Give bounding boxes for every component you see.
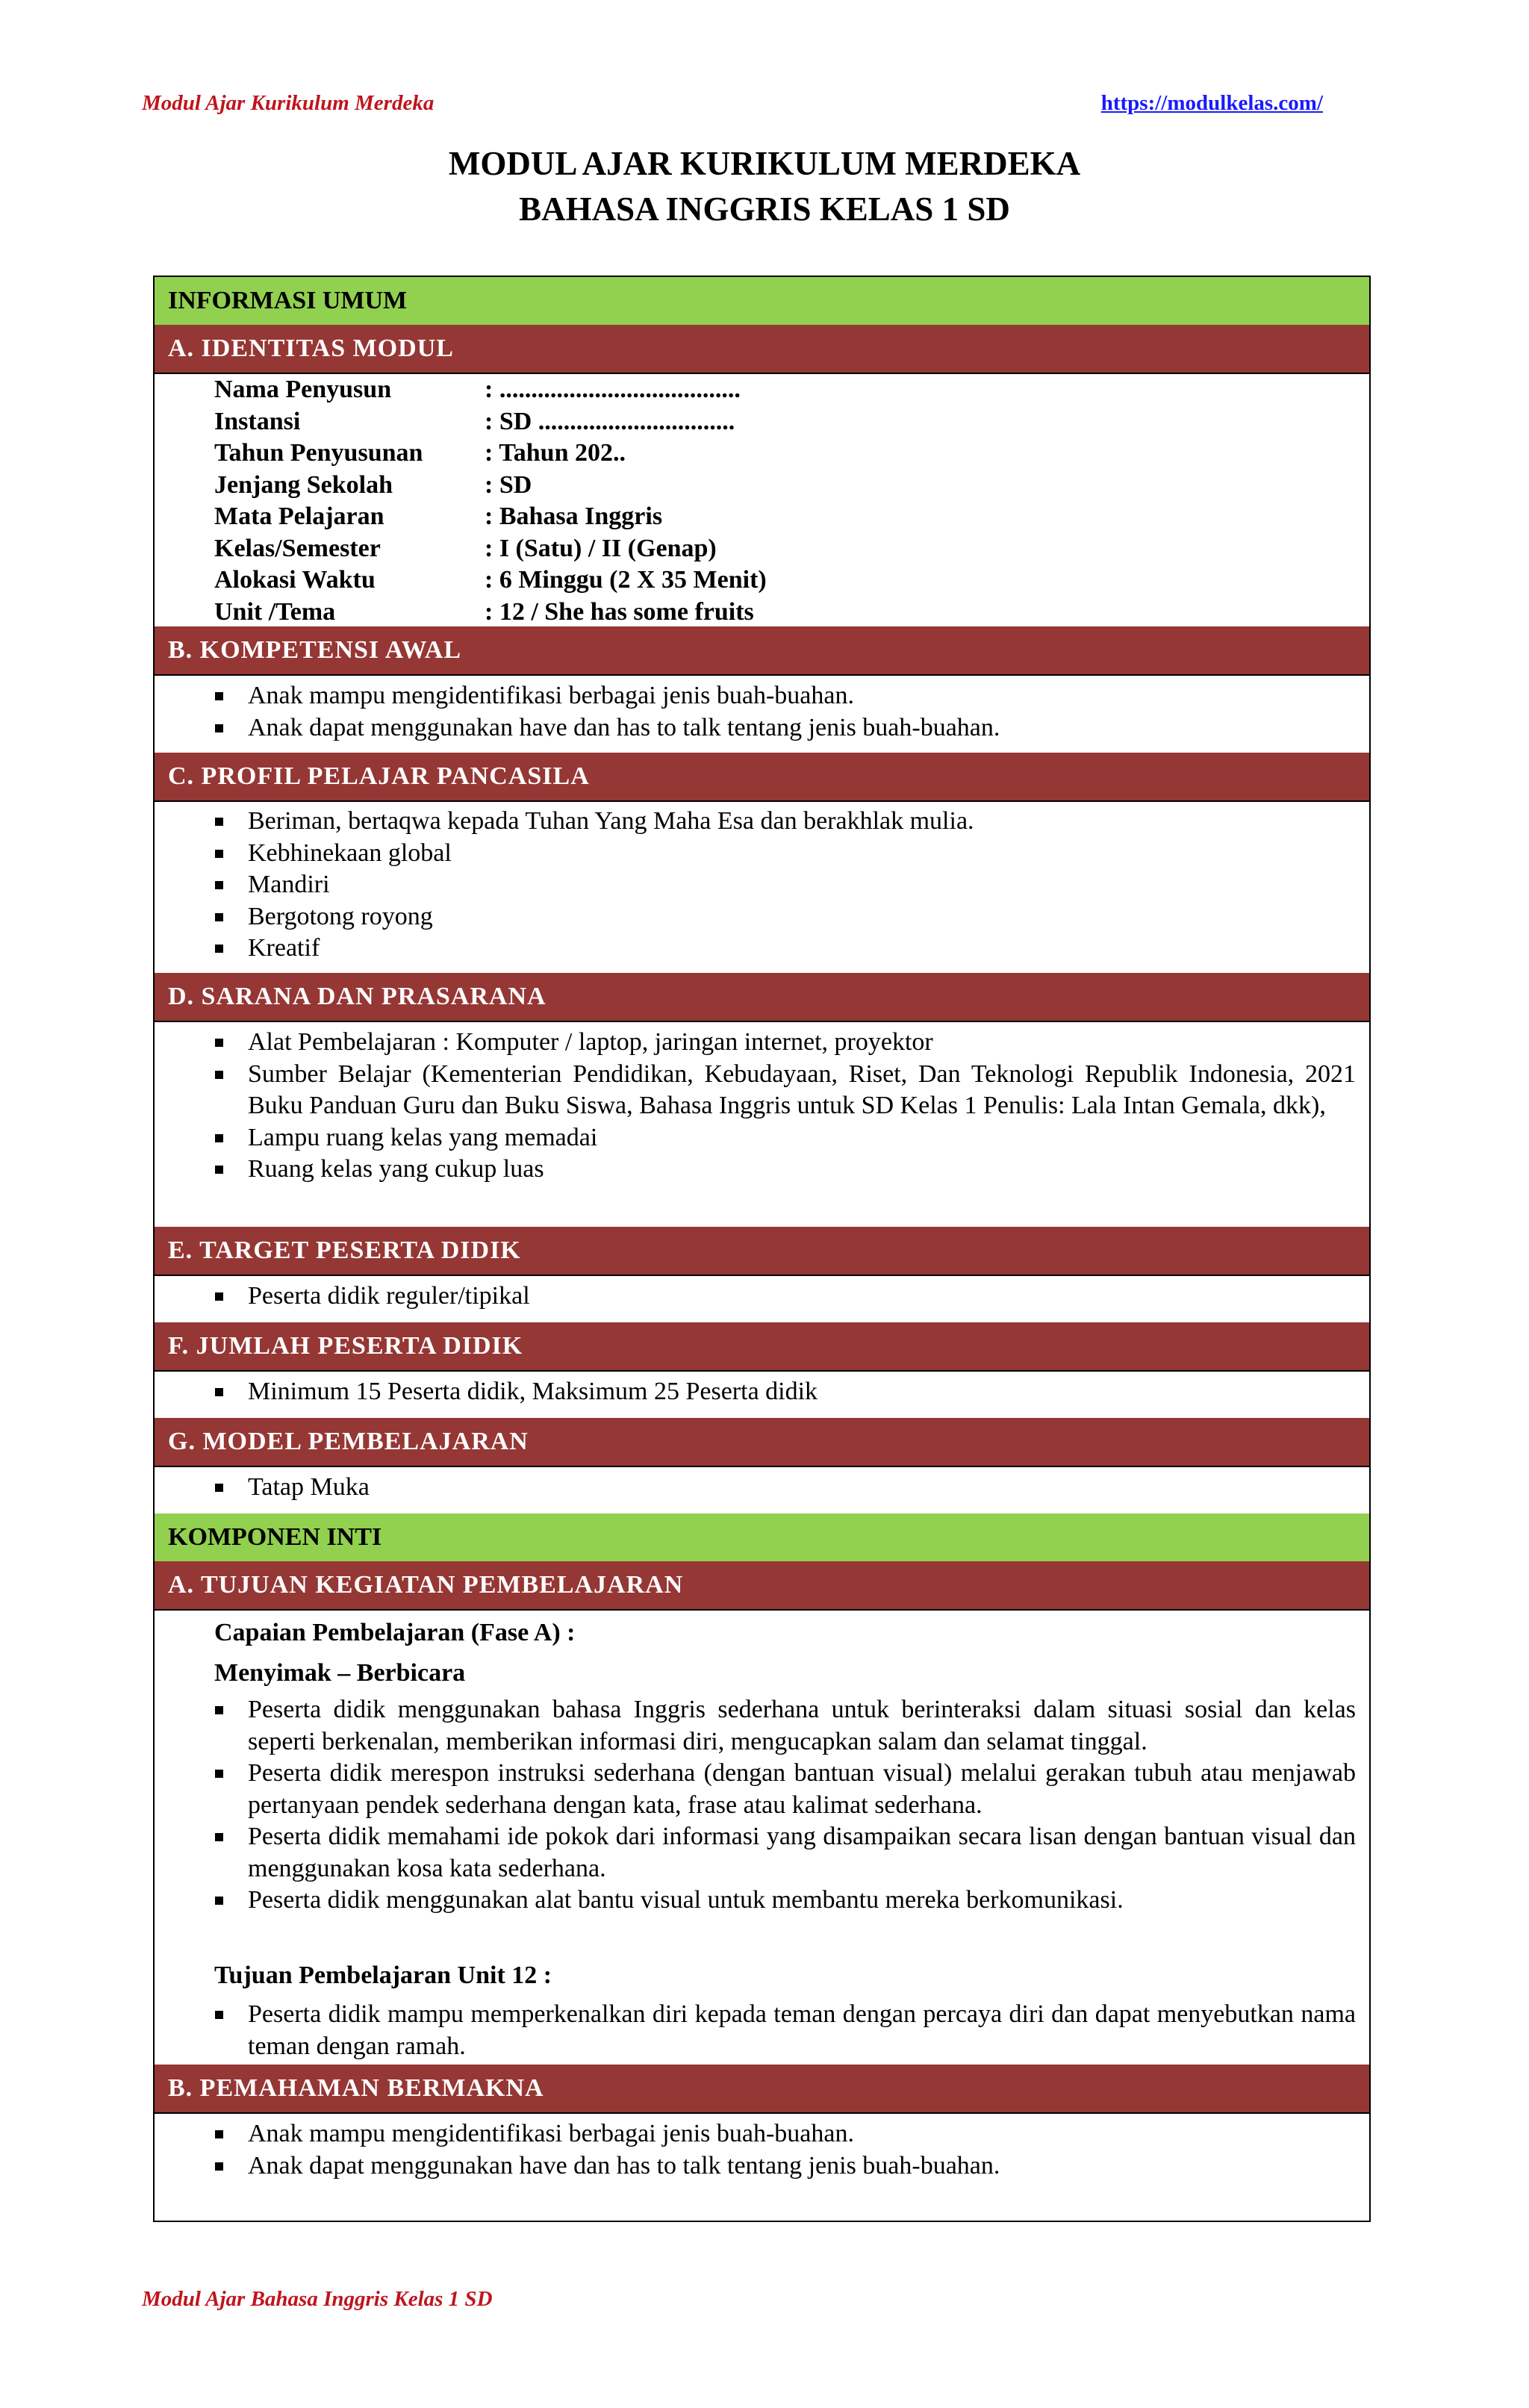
identitas-label: Nama Penyusun <box>214 376 392 403</box>
list-item: Anak dapat menggunakan have dan has to talk tentang jenis buah-buahan. <box>211 712 1356 744</box>
section-target-peserta: E. TARGET PESERTA DIDIK <box>155 1227 1369 1276</box>
list-item: Tatap Muka <box>211 1472 1356 1504</box>
list-item: Peserta didik memahami ide pokok dari informasi yang disampaikan secara lisan dengan bantuan visual dan menggunakan kosa kata sederhana. <box>211 1821 1356 1885</box>
profil-list <box>211 806 1356 965</box>
identitas-label: Mata Pelajaran <box>214 503 384 530</box>
section-komponen-inti: KOMPONEN INTI <box>155 1513 1369 1563</box>
list-item: Alat Pembelajaran : Komputer / laptop, jaringan internet, proyektor <box>211 1027 1356 1059</box>
page-footer: Modul Ajar Bahasa Inggris Kelas 1 SD <box>142 2287 493 2311</box>
capaian-list <box>211 1694 1356 1917</box>
section-identitas-modul: A. IDENTITAS MODUL <box>155 325 1369 374</box>
menyimak-heading: Menyimak – Berbicara <box>214 1659 466 1687</box>
section-tujuan-kegiatan: A. TUJUAN KEGIATAN PEMBELAJARAN <box>155 1561 1369 1611</box>
list-item: Mandiri <box>211 869 1356 901</box>
list-item: Beriman, bertaqwa kepada Tuhan Yang Maha Esa dan berakhlak mulia. <box>211 806 1356 838</box>
identitas-row <box>214 564 767 597</box>
identitas-value: : Tahun 202.. <box>485 439 626 467</box>
page-header-title: Modul Ajar Kurikulum Merdeka <box>142 91 435 115</box>
section-model-pembelajaran: G. MODEL PEMBELAJARAN <box>155 1418 1369 1467</box>
identitas-row <box>214 470 767 502</box>
identitas-row <box>214 406 767 438</box>
identitas-row <box>214 501 767 533</box>
identitas-label: Kelas/Semester <box>214 534 381 562</box>
identitas-row <box>214 438 767 470</box>
model-list <box>211 1472 1356 1504</box>
section-informasi-umum: INFORMASI UMUM <box>155 277 1369 326</box>
list-item: Anak mampu mengidentifikasi berbagai jenis buah-buahan. <box>211 680 1356 712</box>
section-sarana-prasarana: D. SARANA DAN PRASARANA <box>155 973 1369 1022</box>
identitas-label: Alokasi Waktu <box>214 566 376 594</box>
identitas-value: : SD <box>485 470 532 499</box>
list-item: Kebhinekaan global <box>211 838 1356 870</box>
sarana-list <box>211 1027 1356 1186</box>
list-item: Bergotong royong <box>211 901 1356 933</box>
target-list <box>211 1281 1356 1313</box>
identitas-label: Instansi <box>214 407 301 435</box>
capaian-heading: Capaian Pembelajaran (Fase A) : <box>214 1619 576 1646</box>
list-item: Minimum 15 Peserta didik, Maksimum 25 Peserta didik <box>211 1376 1356 1408</box>
list-item: Ruang kelas yang cukup luas <box>211 1154 1356 1186</box>
pemahaman-list <box>211 2118 1356 2182</box>
section-profil-pelajar: C. PROFIL PELAJAR PANCASILA <box>155 753 1369 802</box>
jumlah-list <box>211 1376 1356 1408</box>
identitas-list <box>214 374 767 628</box>
identitas-value: : I (Satu) / II (Genap) <box>485 534 717 562</box>
identitas-row <box>214 597 767 629</box>
identitas-value: : SD ............................... <box>485 407 735 435</box>
list-item: Sumber Belajar (Kementerian Pendidikan, Kebudayaan, Riset, Dan Teknologi Republik Indonesia, 2021 Buku Panduan Guru dan Buku Siswa, Bahasa Inggris untuk SD Kelas 1 Penulis: Lala Intan Gemala, dkk), <box>211 1059 1356 1122</box>
identitas-value: : 12 / She has some fruits <box>485 597 754 626</box>
identitas-value: : Bahasa Inggris <box>485 503 663 530</box>
document-title: MODUL AJAR KURIKULUM MERDEKA <box>448 145 1081 182</box>
identitas-row <box>214 374 767 406</box>
section-jumlah-peserta: F. JUMLAH PESERTA DIDIK <box>155 1322 1369 1372</box>
list-item: Peserta didik merespon instruksi sederhana (dengan bantuan visual) melalui gerakan tubuh atau menjawab pertanyaan pendek sederhana dengan kata, frase atau kalimat sederhana. <box>211 1758 1356 1821</box>
document-subtitle: BAHASA INGGRIS KELAS 1 SD <box>519 190 1010 228</box>
tujuan-unit-list <box>211 1999 1356 2062</box>
identitas-label: Tahun Penyusunan <box>214 439 423 467</box>
identitas-row <box>214 533 767 565</box>
identitas-label: Jenjang Sekolah <box>214 470 393 499</box>
list-item: Kreatif <box>211 933 1356 965</box>
list-item: Peserta didik menggunakan bahasa Inggris sederhana untuk berinteraksi dalam situasi sosial dan kelas seperti berkenalan, memberikan informasi diri, mengucapkan salam dan selamat tinggal. <box>211 1694 1356 1758</box>
kompetensi-awal-list <box>211 680 1356 744</box>
identitas-label: Unit /Tema <box>214 597 336 626</box>
module-table <box>153 276 1371 2222</box>
list-item: Anak dapat menggunakan have dan has to talk tentang jenis buah-buahan. <box>211 2150 1356 2183</box>
list-item: Peserta didik menggunakan alat bantu visual untuk membantu mereka berkomunikasi. <box>211 1885 1356 1917</box>
section-pemahaman-bermakna: B. PEMAHAMAN BERMAKNA <box>155 2065 1369 2114</box>
list-item: Anak mampu mengidentifikasi berbagai jenis buah-buahan. <box>211 2118 1356 2150</box>
identitas-value: : 6 Minggu (2 X 35 Menit) <box>485 566 767 594</box>
list-item: Peserta didik reguler/tipikal <box>211 1281 1356 1313</box>
identitas-value: : ...................................... <box>485 376 741 403</box>
page-header-link[interactable]: https://modulkelas.com/ <box>1100 91 1323 115</box>
tujuan-unit-heading: Tujuan Pembelajaran Unit 12 : <box>214 1961 552 1989</box>
list-item: Lampu ruang kelas yang memadai <box>211 1122 1356 1154</box>
list-item: Peserta didik mampu memperkenalkan diri kepada teman dengan percaya diri dan dapat menyebutkan nama teman dengan ramah. <box>211 1999 1356 2062</box>
section-kompetensi-awal: B. KOMPETENSI AWAL <box>155 626 1369 676</box>
